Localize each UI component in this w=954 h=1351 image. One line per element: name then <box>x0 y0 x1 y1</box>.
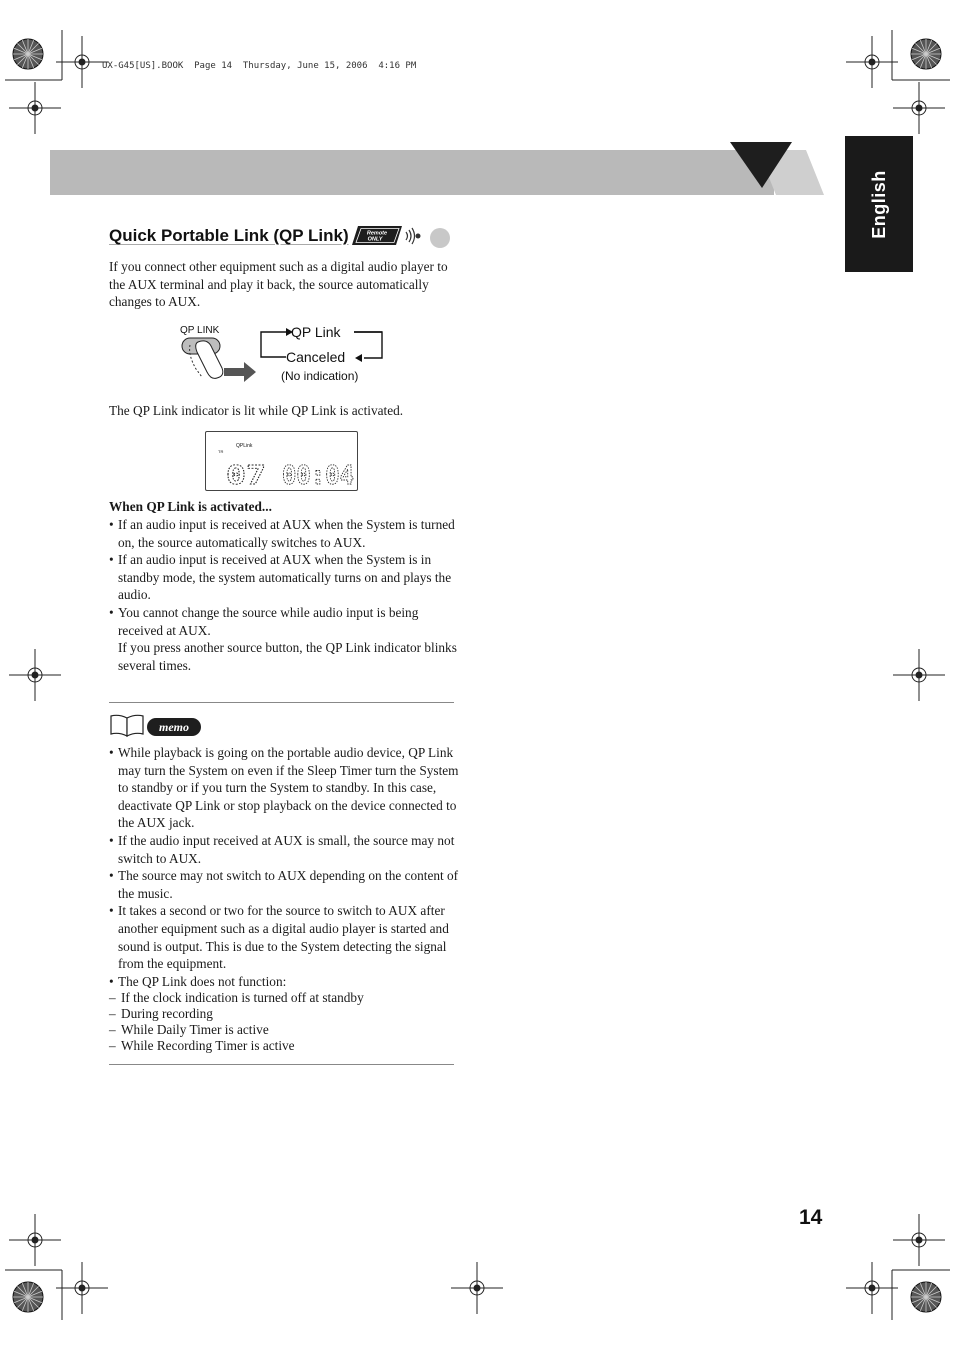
list-item-continuation: If you press another source button, the QP Link indicator blinks several times. <box>118 640 457 673</box>
memo-label: memo <box>159 720 189 734</box>
book-icon <box>111 715 143 736</box>
registration-crosshair-icon <box>893 82 945 134</box>
registration-starburst-icon <box>911 1282 941 1312</box>
list-item-text: You cannot change the source while audio input is being received at AUX. <box>118 604 419 638</box>
lcd-display-drawing <box>206 432 357 490</box>
registration-crosshair-icon <box>893 649 945 701</box>
list-item: • The source may not switch to AUX depending on the content of the music. <box>109 867 459 902</box>
registration-starburst-icon <box>13 39 43 69</box>
intro-paragraph: If you connect other equipment such as a digital audio player to the AUX terminal and play it back, the source automatically changes to AUX. <box>109 259 448 310</box>
list-item-text: The QP Link does not function: <box>118 973 287 989</box>
page-number: 14 <box>799 1206 823 1229</box>
registration-crosshair-icon <box>9 82 61 134</box>
registration-crosshair-icon <box>846 1262 898 1314</box>
divider <box>109 702 454 703</box>
sub-list-item: – During recording <box>109 1006 459 1022</box>
memo-badge <box>109 713 205 739</box>
signal-waves-icon <box>406 228 415 244</box>
header-band <box>50 150 774 195</box>
registration-crosshair-icon <box>893 1214 945 1266</box>
registration-crosshair-icon <box>9 649 61 701</box>
sub-list-item: – If the clock indication is turned off at standby <box>109 990 459 1006</box>
language-tab <box>845 136 913 272</box>
registration-starburst-icon <box>13 1282 43 1312</box>
no-indication-note: (No indication) <box>281 369 359 383</box>
indicator-sentence: The QP Link indicator is lit while QP Link is activated. <box>109 403 404 418</box>
list-item <box>109 604 459 674</box>
language-tab-label: English <box>868 169 889 239</box>
list-item: • It takes a second or two for the source to switch to AUX after another equipment such as a digital audio player is started and sound is output. This is due to the System detecting the signal from the equipment. <box>109 902 459 972</box>
registration-crosshair-icon <box>56 1262 108 1314</box>
registration-crosshair-icon <box>846 36 898 88</box>
registration-starburst-icon <box>911 39 941 69</box>
registration-crosshair-icon <box>451 1262 503 1314</box>
remote-only-badge <box>350 224 454 250</box>
qp-link-diagram <box>176 318 396 388</box>
list-item: • While playback is going on the portable audio device, QP Link may turn the System on even if the Sleep Timer turn the System to standby or if you turn the System to standby. In this case, deactivate QP Link or stop playback on the device connected to the AUX jack. <box>109 744 459 832</box>
finger-press-icon <box>182 338 256 382</box>
when-activated-list <box>109 516 459 674</box>
qp-link-state-off: Canceled <box>286 349 346 365</box>
list-item: • If an audio input is received at AUX when the System is turned on, the source automatically switches to AUX. <box>109 516 459 551</box>
remote-label: Remote <box>366 230 388 237</box>
list-item: • If the audio input received at AUX is small, the source may not switch to AUX. <box>109 832 459 867</box>
lcd-tr-indicator: TR <box>218 449 224 454</box>
memo-list <box>109 744 459 1054</box>
section-marker-icon <box>728 140 824 196</box>
file-info-header: UX-G45[US].BOOK Page 14 Thursday, June 15, 2006 4:16 PM <box>102 61 417 71</box>
registration-crosshair-icon <box>56 36 108 88</box>
sub-list-item: – While Daily Timer is active <box>109 1022 459 1038</box>
qp-link-button-label: QP LINK <box>180 325 220 336</box>
qp-link-state-on: QP Link <box>291 324 341 340</box>
when-activated-heading: When QP Link is activated... <box>109 499 272 514</box>
only-label: ONLY <box>367 236 383 243</box>
lcd-display <box>205 431 358 491</box>
section-title: Quick Portable Link (QP Link) <box>109 226 349 245</box>
list-item <box>109 973 459 1055</box>
registration-crosshair-icon <box>9 1214 61 1266</box>
divider <box>109 1064 454 1065</box>
sub-list-item: – While Recording Timer is active <box>109 1038 459 1054</box>
list-item: • If an audio input is received at AUX when the System is in standby mode, the system automatically turns on and plays the audio. <box>109 551 459 604</box>
lcd-time: 00:04 <box>282 461 354 490</box>
lcd-qplink-indicator: QPLink <box>236 443 253 449</box>
lcd-track-number: 07 <box>226 461 266 490</box>
grey-dot-icon <box>430 228 450 248</box>
